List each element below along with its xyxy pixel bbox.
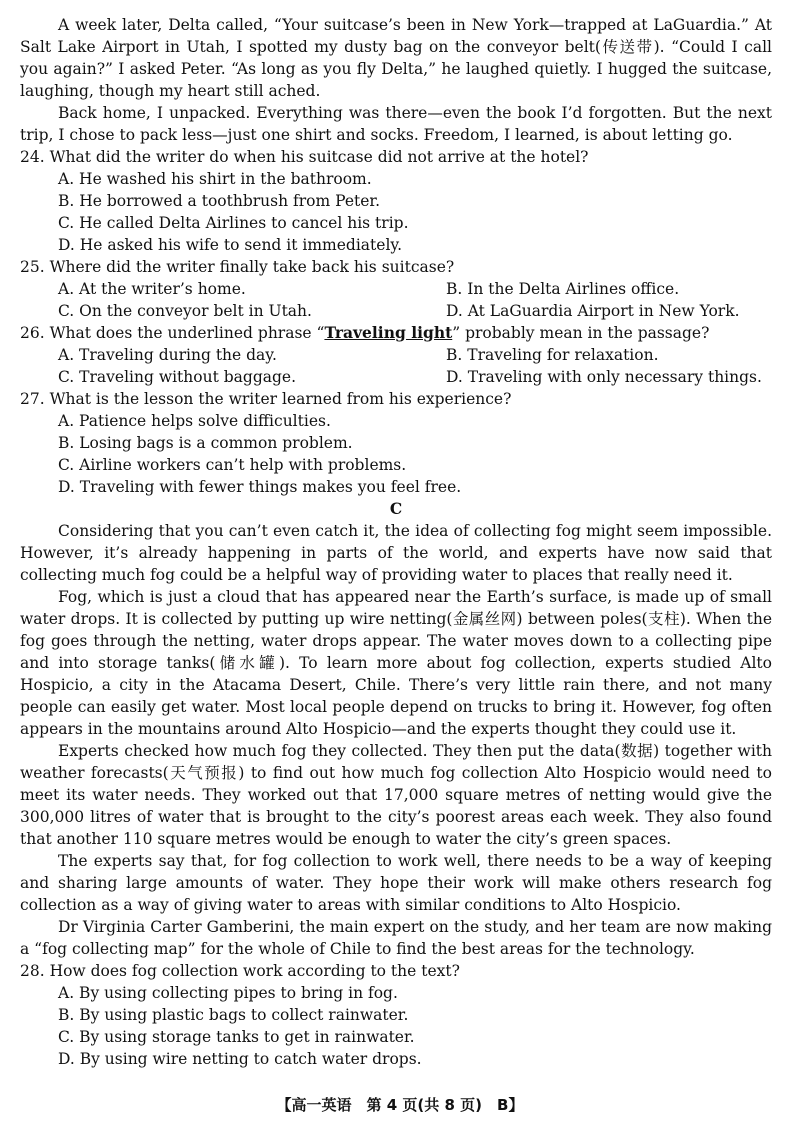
option-a: A. Traveling during the day. (58, 346, 277, 364)
option-d: D. He asked his wife to send it immediately. (58, 236, 403, 254)
page-footer: 【高一英语 第 4 页(共 8 页) B】 (276, 1096, 524, 1114)
underlined-phrase: Traveling light (324, 323, 453, 342)
option-a: A. He washed his shirt in the bathroom. (58, 170, 372, 188)
option-d: D. Traveling with fewer things makes you feel free. (58, 478, 462, 496)
stem-text: 26. What does the underlined phrase “ (20, 324, 325, 342)
question-25 (20, 256, 772, 322)
question-stem: 27. What is the lesson the writer learned from his experience? (20, 390, 512, 408)
option-a: A. By using collecting pipes to bring in fog. (58, 984, 398, 1002)
question-stem: 25. Where did the writer finally take back his suitcase? (20, 258, 455, 276)
option-c: C. Traveling without baggage. (58, 368, 297, 386)
question-stem (20, 322, 772, 344)
option-b: B. Traveling for relaxation. (446, 346, 659, 364)
passage-b-paragraph: Back home, I unpacked. Everything was there—even the book I’d forgotten. But the next trip, I chose to pack less—just one shirt and socks. Freedom, I learned, is about letting go. (20, 104, 772, 144)
passage-c-paragraph: Experts checked how much fog they collected. They then put the data(数据) together with weather forecasts(天气预报) to find out how much fog collection Alto Hospicio would need to meet its water needs. They worked out that 17,000 square metres of netting would give the 300,000 litres of water that is brought to the city’s poorest areas each week. They also found that another 110 square metres would be enough to water the city’s green spaces. (20, 742, 772, 848)
option-d: D. At LaGuardia Airport in New York. (446, 302, 740, 320)
question-27 (20, 388, 772, 498)
option-d: D. Traveling with only necessary things. (446, 368, 762, 386)
option-c: C. On the conveyor belt in Utah. (58, 302, 312, 320)
passage-c-paragraph: The experts say that, for fog collection to work well, there needs to be a way of keeping and sharing large amounts of water. They hope their work will make others research fog collection as a way of giving water to areas with similar conditions to Alto Hospicio. (20, 852, 772, 914)
question-24 (20, 146, 772, 256)
option-b: B. By using plastic bags to collect rainwater. (58, 1006, 409, 1024)
question-26 (20, 322, 772, 388)
option-a: A. At the writer’s home. (58, 280, 246, 298)
option-d: D. By using wire netting to catch water drops. (58, 1050, 422, 1068)
option-b: B. Losing bags is a common problem. (58, 434, 353, 452)
option-b: B. In the Delta Airlines office. (446, 280, 680, 298)
section-c-heading: C (389, 499, 403, 518)
passage-c-paragraph: Dr Virginia Carter Gamberini, the main expert on the study, and her team are now making a “fog collecting map” for the whole of Chile to find the best areas for the technology. (20, 918, 772, 958)
option-c: C. Airline workers can’t help with problems. (58, 456, 407, 474)
question-stem: 28. How does fog collection work according to the text? (20, 962, 460, 980)
question-stem: 24. What did the writer do when his suitcase did not arrive at the hotel? (20, 148, 589, 166)
option-c: C. By using storage tanks to get in rainwater. (58, 1028, 415, 1046)
option-c: C. He called Delta Airlines to cancel his trip. (58, 214, 409, 232)
stem-text: ” probably mean in the passage? (452, 324, 710, 342)
passage-b-paragraph: A week later, Delta called, “Your suitcase’s been in New York—trapped at LaGuardia.” At Salt Lake Airport in Utah, I spotted my dusty bag on the conveyor belt(传送带). “Could I call you again?” I asked Peter. “As long as you fly Delta,” he laughed quietly. I hugged the suitcase, laughing, though my heart still ached. (20, 16, 772, 100)
option-b: B. He borrowed a toothbrush from Peter. (58, 192, 381, 210)
option-a: A. Patience helps solve difficulties. (58, 412, 331, 430)
passage-c-paragraph: Considering that you can’t even catch it, the idea of collecting fog might seem impossible. However, it’s already happening in parts of the world, and experts have now said that collecting much fog could be a helpful way of providing water to places that really need it. (20, 522, 772, 584)
passage-c-paragraph: Fog, which is just a cloud that has appeared near the Earth’s surface, is made up of small water drops. It is collected by putting up wire netting(金属丝网) between poles(支柱). When the fog goes through the netting, water drops appear. The water moves down to a collecting pipe and into storage tanks(储水罐). To learn more about fog collection, experts studied Alto Hospicio, a city in the Atacama Desert, Chile. There’s very little rain there, and not many people can easily get water. Most local people depend on trucks to bring it. However, fog often appears in the mountains around Alto Hospicio—and the experts thought they could use it. (20, 588, 772, 738)
question-28 (20, 960, 772, 1070)
